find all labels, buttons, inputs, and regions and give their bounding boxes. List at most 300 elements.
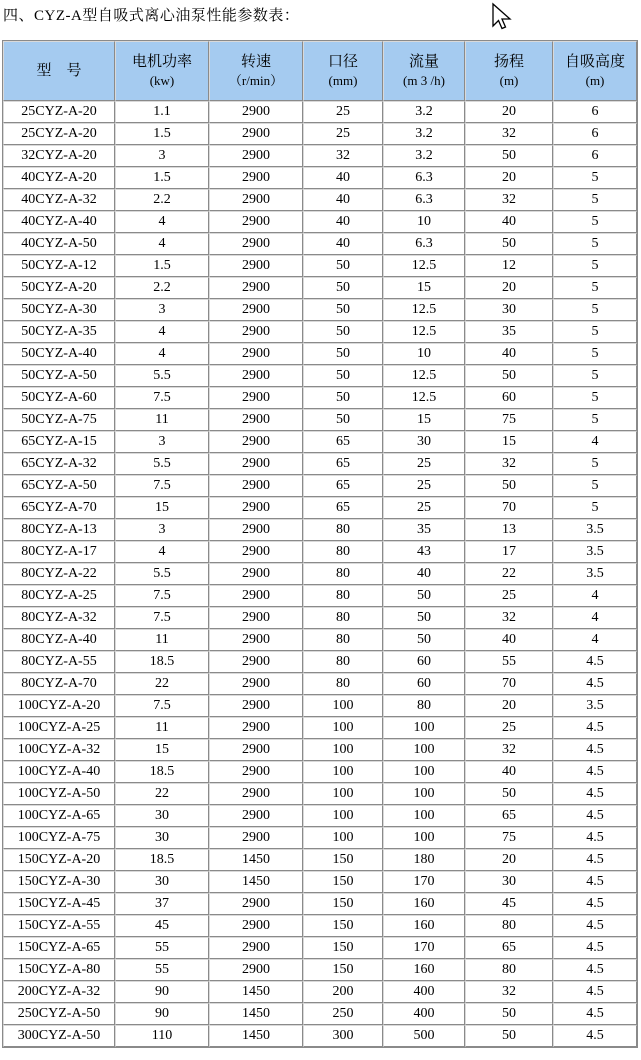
model-cell: 40CYZ-A-32 bbox=[3, 189, 115, 211]
value-cell: 4.5 bbox=[553, 739, 637, 761]
value-cell: 37 bbox=[115, 893, 209, 915]
value-cell: 50 bbox=[465, 475, 553, 497]
value-cell: 30 bbox=[465, 871, 553, 893]
value-cell: 5 bbox=[553, 321, 637, 343]
value-cell: 15 bbox=[383, 277, 465, 299]
value-cell: 32 bbox=[465, 189, 553, 211]
table-row bbox=[3, 409, 637, 431]
model-cell: 40CYZ-A-20 bbox=[3, 167, 115, 189]
value-cell: 100 bbox=[303, 805, 383, 827]
table-row bbox=[3, 1003, 637, 1025]
value-cell: 2900 bbox=[209, 915, 303, 937]
value-cell: 12.5 bbox=[383, 365, 465, 387]
model-cell: 80CYZ-A-13 bbox=[3, 519, 115, 541]
value-cell: 55 bbox=[115, 959, 209, 981]
value-cell: 50 bbox=[465, 1003, 553, 1025]
value-cell: 150 bbox=[303, 915, 383, 937]
value-cell: 12 bbox=[465, 255, 553, 277]
value-cell: 30 bbox=[383, 431, 465, 453]
model-cell: 50CYZ-A-75 bbox=[3, 409, 115, 431]
table-row bbox=[3, 123, 637, 145]
value-cell: 15 bbox=[465, 431, 553, 453]
value-cell: 20 bbox=[465, 101, 553, 123]
value-cell: 25 bbox=[383, 497, 465, 519]
model-cell: 80CYZ-A-32 bbox=[3, 607, 115, 629]
value-cell: 80 bbox=[383, 695, 465, 717]
value-cell: 50 bbox=[465, 365, 553, 387]
value-cell: 2900 bbox=[209, 585, 303, 607]
model-cell: 80CYZ-A-40 bbox=[3, 629, 115, 651]
value-cell: 50 bbox=[303, 409, 383, 431]
column-header-7 bbox=[553, 41, 637, 101]
value-cell: 400 bbox=[383, 981, 465, 1003]
table-row bbox=[3, 167, 637, 189]
value-cell: 150 bbox=[303, 959, 383, 981]
model-cell: 150CYZ-A-30 bbox=[3, 871, 115, 893]
value-cell: 65 bbox=[303, 497, 383, 519]
value-cell: 2900 bbox=[209, 277, 303, 299]
value-cell: 4 bbox=[115, 321, 209, 343]
value-cell: 4.5 bbox=[553, 761, 637, 783]
pump-parameters-table bbox=[2, 40, 638, 1048]
value-cell: 3 bbox=[115, 145, 209, 167]
table-row bbox=[3, 585, 637, 607]
table-row bbox=[3, 937, 637, 959]
value-cell: 7.5 bbox=[115, 607, 209, 629]
column-header-unit: (m 3 /h) bbox=[403, 73, 445, 89]
value-cell: 20 bbox=[465, 695, 553, 717]
value-cell: 6.3 bbox=[383, 167, 465, 189]
table-row bbox=[3, 981, 637, 1003]
column-header-label: 型 号 bbox=[36, 62, 82, 79]
value-cell: 2900 bbox=[209, 453, 303, 475]
value-cell: 40 bbox=[303, 167, 383, 189]
value-cell: 35 bbox=[465, 321, 553, 343]
model-cell: 65CYZ-A-15 bbox=[3, 431, 115, 453]
page-title: 四、CYZ-A型自吸式离心油泵性能参数表： bbox=[3, 8, 300, 24]
column-header-5 bbox=[383, 41, 465, 101]
value-cell: 5 bbox=[553, 387, 637, 409]
value-cell: 11 bbox=[115, 409, 209, 431]
table-row bbox=[3, 233, 637, 255]
model-cell: 25CYZ-A-20 bbox=[3, 101, 115, 123]
value-cell: 40 bbox=[303, 211, 383, 233]
value-cell: 15 bbox=[115, 497, 209, 519]
value-cell: 25 bbox=[303, 101, 383, 123]
model-cell: 50CYZ-A-30 bbox=[3, 299, 115, 321]
value-cell: 100 bbox=[383, 761, 465, 783]
value-cell: 3.5 bbox=[553, 519, 637, 541]
table-row bbox=[3, 145, 637, 167]
value-cell: 40 bbox=[383, 563, 465, 585]
value-cell: 500 bbox=[383, 1025, 465, 1047]
value-cell: 4.5 bbox=[553, 915, 637, 937]
value-cell: 18.5 bbox=[115, 761, 209, 783]
value-cell: 300 bbox=[303, 1025, 383, 1047]
value-cell: 65 bbox=[303, 475, 383, 497]
value-cell: 5 bbox=[553, 365, 637, 387]
model-cell: 100CYZ-A-20 bbox=[3, 695, 115, 717]
value-cell: 100 bbox=[383, 717, 465, 739]
value-cell: 32 bbox=[465, 453, 553, 475]
model-cell: 100CYZ-A-32 bbox=[3, 739, 115, 761]
value-cell: 65 bbox=[465, 937, 553, 959]
value-cell: 150 bbox=[303, 871, 383, 893]
model-cell: 200CYZ-A-32 bbox=[3, 981, 115, 1003]
column-header-4 bbox=[303, 41, 383, 101]
value-cell: 3 bbox=[115, 431, 209, 453]
value-cell: 100 bbox=[383, 805, 465, 827]
value-cell: 2900 bbox=[209, 145, 303, 167]
value-cell: 1450 bbox=[209, 981, 303, 1003]
table-row bbox=[3, 805, 637, 827]
value-cell: 12.5 bbox=[383, 255, 465, 277]
value-cell: 80 bbox=[303, 585, 383, 607]
value-cell: 7.5 bbox=[115, 585, 209, 607]
value-cell: 50 bbox=[303, 321, 383, 343]
value-cell: 50 bbox=[383, 585, 465, 607]
model-cell: 40CYZ-A-50 bbox=[3, 233, 115, 255]
value-cell: 2900 bbox=[209, 387, 303, 409]
value-cell: 35 bbox=[383, 519, 465, 541]
value-cell: 250 bbox=[303, 1003, 383, 1025]
column-header-2 bbox=[115, 41, 209, 101]
value-cell: 10 bbox=[383, 211, 465, 233]
value-cell: 100 bbox=[303, 827, 383, 849]
model-cell: 100CYZ-A-40 bbox=[3, 761, 115, 783]
column-header-unit: (m) bbox=[499, 73, 519, 89]
value-cell: 4.5 bbox=[553, 717, 637, 739]
model-cell: 100CYZ-A-50 bbox=[3, 783, 115, 805]
value-cell: 2900 bbox=[209, 937, 303, 959]
value-cell: 2900 bbox=[209, 255, 303, 277]
value-cell: 4 bbox=[115, 541, 209, 563]
value-cell: 15 bbox=[115, 739, 209, 761]
value-cell: 4.5 bbox=[553, 1025, 637, 1047]
value-cell: 4.5 bbox=[553, 1003, 637, 1025]
value-cell: 80 bbox=[303, 651, 383, 673]
model-cell: 100CYZ-A-25 bbox=[3, 717, 115, 739]
value-cell: 90 bbox=[115, 981, 209, 1003]
table-row bbox=[3, 761, 637, 783]
model-cell: 50CYZ-A-12 bbox=[3, 255, 115, 277]
value-cell: 2900 bbox=[209, 541, 303, 563]
value-cell: 4 bbox=[115, 233, 209, 255]
value-cell: 4.5 bbox=[553, 849, 637, 871]
table-row bbox=[3, 189, 637, 211]
column-header-3 bbox=[209, 41, 303, 101]
value-cell: 80 bbox=[303, 563, 383, 585]
model-cell: 32CYZ-A-20 bbox=[3, 145, 115, 167]
value-cell: 4.5 bbox=[553, 827, 637, 849]
value-cell: 22 bbox=[465, 563, 553, 585]
value-cell: 200 bbox=[303, 981, 383, 1003]
value-cell: 50 bbox=[303, 277, 383, 299]
value-cell: 2900 bbox=[209, 827, 303, 849]
value-cell: 32 bbox=[465, 123, 553, 145]
value-cell: 2900 bbox=[209, 695, 303, 717]
value-cell: 25 bbox=[303, 123, 383, 145]
value-cell: 100 bbox=[383, 783, 465, 805]
value-cell: 1.5 bbox=[115, 255, 209, 277]
column-header-1 bbox=[3, 41, 115, 101]
model-cell: 150CYZ-A-80 bbox=[3, 959, 115, 981]
value-cell: 7.5 bbox=[115, 695, 209, 717]
model-cell: 25CYZ-A-20 bbox=[3, 123, 115, 145]
value-cell: 2900 bbox=[209, 409, 303, 431]
value-cell: 70 bbox=[465, 497, 553, 519]
column-header-unit: （r/min） bbox=[228, 73, 284, 89]
value-cell: 65 bbox=[303, 431, 383, 453]
value-cell: 2900 bbox=[209, 299, 303, 321]
value-cell: 4.5 bbox=[553, 673, 637, 695]
table-row bbox=[3, 607, 637, 629]
model-cell: 80CYZ-A-70 bbox=[3, 673, 115, 695]
value-cell: 32 bbox=[465, 607, 553, 629]
value-cell: 5 bbox=[553, 497, 637, 519]
value-cell: 2900 bbox=[209, 101, 303, 123]
value-cell: 20 bbox=[465, 167, 553, 189]
value-cell: 2900 bbox=[209, 431, 303, 453]
value-cell: 13 bbox=[465, 519, 553, 541]
value-cell: 22 bbox=[115, 673, 209, 695]
value-cell: 12.5 bbox=[383, 321, 465, 343]
value-cell: 5.5 bbox=[115, 365, 209, 387]
value-cell: 65 bbox=[303, 453, 383, 475]
table-row bbox=[3, 101, 637, 123]
value-cell: 45 bbox=[465, 893, 553, 915]
value-cell: 100 bbox=[383, 739, 465, 761]
value-cell: 3.2 bbox=[383, 101, 465, 123]
value-cell: 50 bbox=[383, 607, 465, 629]
value-cell: 4.5 bbox=[553, 959, 637, 981]
value-cell: 30 bbox=[115, 827, 209, 849]
value-cell: 50 bbox=[465, 783, 553, 805]
value-cell: 80 bbox=[303, 629, 383, 651]
column-header-label: 自吸高度 bbox=[564, 54, 625, 71]
value-cell: 2900 bbox=[209, 343, 303, 365]
value-cell: 2.2 bbox=[115, 277, 209, 299]
value-cell: 65 bbox=[465, 805, 553, 827]
value-cell: 3 bbox=[115, 299, 209, 321]
value-cell: 1.5 bbox=[115, 123, 209, 145]
value-cell: 2900 bbox=[209, 673, 303, 695]
value-cell: 5 bbox=[553, 189, 637, 211]
table-row bbox=[3, 321, 637, 343]
value-cell: 6.3 bbox=[383, 233, 465, 255]
table-row bbox=[3, 695, 637, 717]
table-row bbox=[3, 277, 637, 299]
value-cell: 4.5 bbox=[553, 981, 637, 1003]
value-cell: 150 bbox=[303, 937, 383, 959]
value-cell: 160 bbox=[383, 959, 465, 981]
table-row bbox=[3, 629, 637, 651]
model-cell: 50CYZ-A-40 bbox=[3, 343, 115, 365]
model-cell: 40CYZ-A-40 bbox=[3, 211, 115, 233]
value-cell: 5 bbox=[553, 409, 637, 431]
value-cell: 2900 bbox=[209, 893, 303, 915]
value-cell: 2900 bbox=[209, 233, 303, 255]
table-row bbox=[3, 893, 637, 915]
value-cell: 4 bbox=[115, 343, 209, 365]
value-cell: 45 bbox=[115, 915, 209, 937]
value-cell: 3.5 bbox=[553, 541, 637, 563]
column-header-unit: (kw) bbox=[149, 73, 175, 89]
value-cell: 4 bbox=[115, 211, 209, 233]
column-header-unit: (mm) bbox=[328, 73, 358, 89]
value-cell: 22 bbox=[115, 783, 209, 805]
table-row bbox=[3, 431, 637, 453]
column-header-label: 扬程 bbox=[493, 54, 524, 71]
table-row bbox=[3, 365, 637, 387]
value-cell: 110 bbox=[115, 1025, 209, 1047]
model-cell: 80CYZ-A-55 bbox=[3, 651, 115, 673]
value-cell: 1.1 bbox=[115, 101, 209, 123]
column-header-label: 转速 bbox=[240, 54, 271, 71]
value-cell: 50 bbox=[383, 629, 465, 651]
value-cell: 5 bbox=[553, 255, 637, 277]
table-row bbox=[3, 299, 637, 321]
table-row bbox=[3, 497, 637, 519]
value-cell: 160 bbox=[383, 915, 465, 937]
value-cell: 90 bbox=[115, 1003, 209, 1025]
value-cell: 40 bbox=[303, 189, 383, 211]
value-cell: 2900 bbox=[209, 497, 303, 519]
value-cell: 2900 bbox=[209, 739, 303, 761]
table-row bbox=[3, 1025, 637, 1047]
value-cell: 12.5 bbox=[383, 299, 465, 321]
value-cell: 43 bbox=[383, 541, 465, 563]
value-cell: 2900 bbox=[209, 651, 303, 673]
table-row bbox=[3, 475, 637, 497]
value-cell: 4.5 bbox=[553, 805, 637, 827]
value-cell: 5.5 bbox=[115, 563, 209, 585]
value-cell: 11 bbox=[115, 629, 209, 651]
value-cell: 170 bbox=[383, 937, 465, 959]
value-cell: 20 bbox=[465, 277, 553, 299]
table-row bbox=[3, 739, 637, 761]
value-cell: 2900 bbox=[209, 959, 303, 981]
table-row bbox=[3, 849, 637, 871]
value-cell: 2900 bbox=[209, 321, 303, 343]
value-cell: 5.5 bbox=[115, 453, 209, 475]
value-cell: 11 bbox=[115, 717, 209, 739]
value-cell: 100 bbox=[303, 717, 383, 739]
table-row bbox=[3, 453, 637, 475]
column-header-6 bbox=[465, 41, 553, 101]
value-cell: 25 bbox=[465, 585, 553, 607]
value-cell: 2.2 bbox=[115, 189, 209, 211]
value-cell: 100 bbox=[303, 695, 383, 717]
value-cell: 5 bbox=[553, 299, 637, 321]
table-row bbox=[3, 827, 637, 849]
value-cell: 50 bbox=[303, 343, 383, 365]
value-cell: 75 bbox=[465, 409, 553, 431]
value-cell: 20 bbox=[465, 849, 553, 871]
value-cell: 25 bbox=[383, 475, 465, 497]
table-row bbox=[3, 959, 637, 981]
value-cell: 60 bbox=[383, 651, 465, 673]
value-cell: 4 bbox=[553, 431, 637, 453]
table-row bbox=[3, 717, 637, 739]
value-cell: 5 bbox=[553, 453, 637, 475]
model-cell: 65CYZ-A-32 bbox=[3, 453, 115, 475]
value-cell: 25 bbox=[465, 717, 553, 739]
value-cell: 2900 bbox=[209, 629, 303, 651]
value-cell: 2900 bbox=[209, 783, 303, 805]
model-cell: 150CYZ-A-20 bbox=[3, 849, 115, 871]
value-cell: 150 bbox=[303, 893, 383, 915]
value-cell: 3.5 bbox=[553, 563, 637, 585]
column-header-label: 电机功率 bbox=[131, 54, 192, 71]
value-cell: 10 bbox=[383, 343, 465, 365]
table-row bbox=[3, 871, 637, 893]
value-cell: 2900 bbox=[209, 365, 303, 387]
value-cell: 40 bbox=[303, 233, 383, 255]
value-cell: 40 bbox=[465, 211, 553, 233]
value-cell: 100 bbox=[303, 761, 383, 783]
model-cell: 50CYZ-A-35 bbox=[3, 321, 115, 343]
value-cell: 40 bbox=[465, 343, 553, 365]
value-cell: 6.3 bbox=[383, 189, 465, 211]
value-cell: 2900 bbox=[209, 717, 303, 739]
model-cell: 50CYZ-A-60 bbox=[3, 387, 115, 409]
value-cell: 17 bbox=[465, 541, 553, 563]
value-cell: 40 bbox=[465, 629, 553, 651]
value-cell: 30 bbox=[465, 299, 553, 321]
value-cell: 60 bbox=[465, 387, 553, 409]
value-cell: 2900 bbox=[209, 761, 303, 783]
table-row bbox=[3, 519, 637, 541]
value-cell: 50 bbox=[465, 233, 553, 255]
value-cell: 40 bbox=[465, 761, 553, 783]
value-cell: 80 bbox=[465, 959, 553, 981]
table-row bbox=[3, 343, 637, 365]
value-cell: 7.5 bbox=[115, 475, 209, 497]
value-cell: 3.2 bbox=[383, 145, 465, 167]
table-row bbox=[3, 211, 637, 233]
value-cell: 80 bbox=[303, 519, 383, 541]
model-cell: 250CYZ-A-50 bbox=[3, 1003, 115, 1025]
value-cell: 5 bbox=[553, 277, 637, 299]
value-cell: 5 bbox=[553, 343, 637, 365]
value-cell: 80 bbox=[465, 915, 553, 937]
value-cell: 6 bbox=[553, 145, 637, 167]
table-row bbox=[3, 783, 637, 805]
value-cell: 100 bbox=[383, 827, 465, 849]
value-cell: 55 bbox=[465, 651, 553, 673]
model-cell: 150CYZ-A-45 bbox=[3, 893, 115, 915]
value-cell: 80 bbox=[303, 673, 383, 695]
value-cell: 80 bbox=[303, 607, 383, 629]
value-cell: 50 bbox=[303, 299, 383, 321]
column-header-label: 口径 bbox=[327, 54, 358, 71]
value-cell: 25 bbox=[383, 453, 465, 475]
value-cell: 1450 bbox=[209, 1025, 303, 1047]
value-cell: 50 bbox=[465, 1025, 553, 1047]
value-cell: 4.5 bbox=[553, 871, 637, 893]
value-cell: 1.5 bbox=[115, 167, 209, 189]
model-cell: 80CYZ-A-22 bbox=[3, 563, 115, 585]
value-cell: 50 bbox=[303, 365, 383, 387]
value-cell: 32 bbox=[465, 981, 553, 1003]
table-body bbox=[3, 101, 637, 1047]
value-cell: 1450 bbox=[209, 871, 303, 893]
model-cell: 65CYZ-A-70 bbox=[3, 497, 115, 519]
table-row bbox=[3, 651, 637, 673]
value-cell: 55 bbox=[115, 937, 209, 959]
table-row bbox=[3, 541, 637, 563]
